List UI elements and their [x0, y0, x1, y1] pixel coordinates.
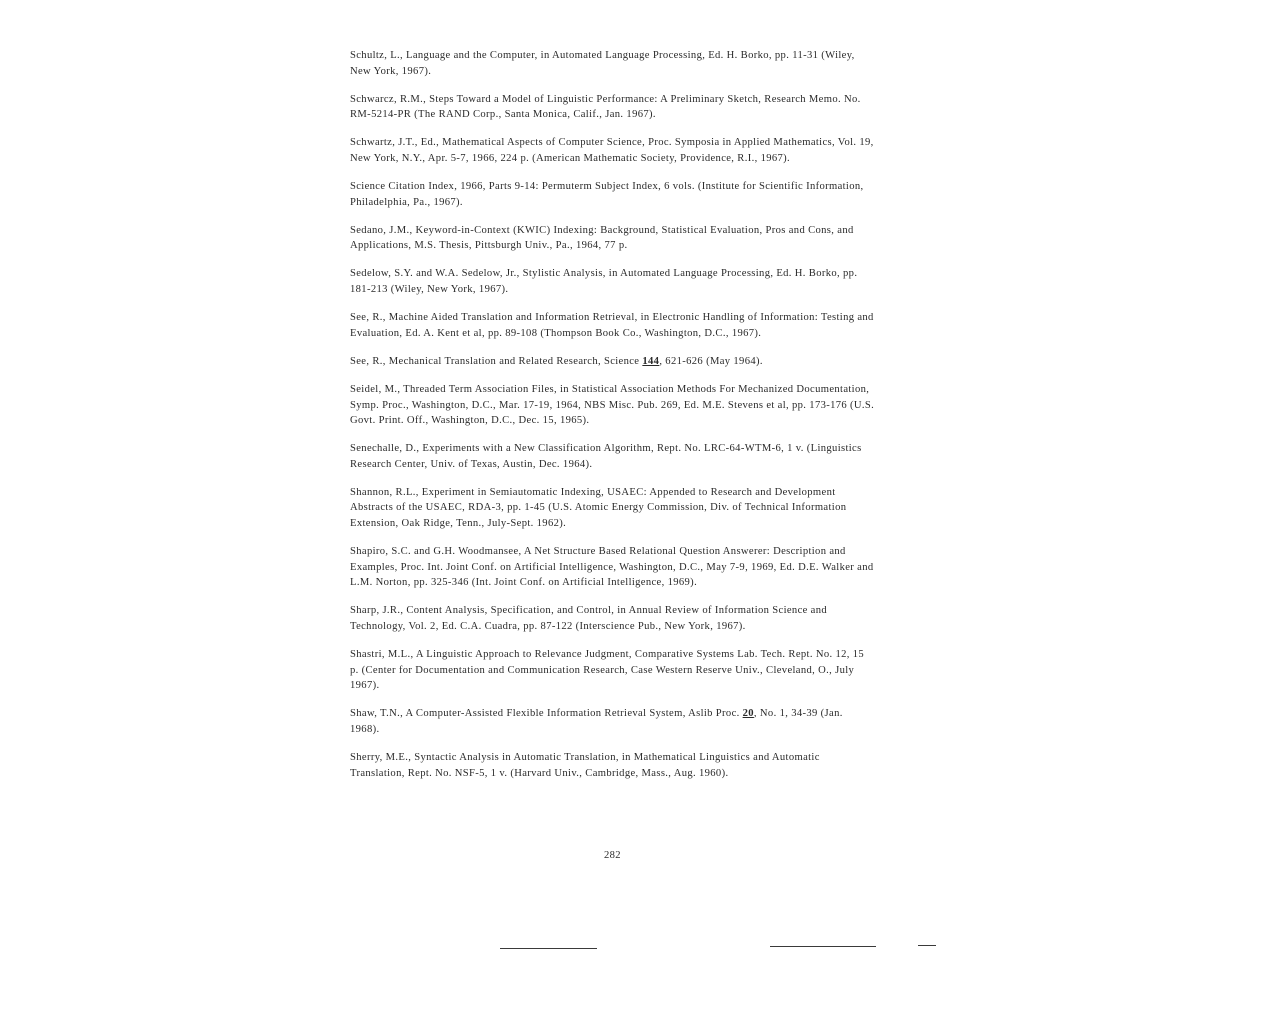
reference-text: Senechalle, D., Experiments with a New Classification Algorithm, Rept. No. LRC-64-WTM-6, 1 v. (Linguistics Research Center, Univ. of Texas, Austin, Dec. 1964). [350, 443, 862, 470]
reference-text: Seidel, M., Threaded Term Association Files, in Statistical Association Methods For Mechanized Documentation, Symp. Proc., Washington, D.C., Mar. 17-19, 1964, NBS Misc. Pub. 269, Ed. M.E. Stevens et al, pp. 173-176 (U.S. Govt. Print. Off., Washington, D.C., Dec. 15, 1965). [350, 383, 875, 427]
reference-entry [350, 135, 875, 166]
reference-entry [350, 382, 875, 429]
scan-rule-divider [500, 948, 597, 949]
reference-entry [350, 750, 875, 781]
reference-entry [350, 544, 875, 591]
reference-text: Shannon, R.L., Experiment in Semiautomatic Indexing, USAEC: Appended to Research and Development Abstracts of the USAEC, RDA-3, pp. 1-45 (U.S. Atomic Energy Commission, Div. of Technical Information Extension, Oak Ridge, Tenn., July-Sept. 1962). [350, 486, 847, 530]
reference-entry [350, 310, 875, 341]
volume-number: 20 [742, 708, 754, 720]
bibliography-list [350, 48, 875, 794]
reference-text: Shapiro, S.C. and G.H. Woodmansee, A Net Structure Based Relational Question Answerer: Description and Examples, Proc. Int. Joint Conf. on Artificial Intelligence, Washington, D.C., May 7-9, 1969, Ed. D.E. Walker and L.M. Norton, pp. 325-346 (Int. Joint Conf. on Artificial Intelligence, 1969). [350, 546, 874, 589]
reference-text: Sherry, M.E., Syntactic Analysis in Automatic Translation, in Mathematical Linguistics and Automatic Translation, Rept. No. NSF-5, 1 v. (Harvard Univ., Cambridge, Mass., Aug. 1960). [350, 752, 820, 779]
reference-text-before: See, R., Mechanical Translation and Related Research, Science [350, 355, 643, 367]
page-number: 282 [604, 850, 621, 861]
scan-rule-divider [918, 945, 936, 946]
reference-text: Shastri, M.L., A Linguistic Approach to Relevance Judgment, Comparative Systems Lab. Tech. Rept. No. 12, 15 p. (Center for Documentation and Communication Research, Case Western Reserve Univ., Cleveland, O., July 1967). [350, 649, 865, 692]
reference-text: Schultz, L., Language and the Computer, in Automated Language Processing, Ed. H. Borko, pp. 11-31 (Wiley, New York, 1967). [350, 50, 855, 77]
reference-entry [350, 48, 875, 79]
reference-entry [350, 223, 875, 254]
reference-entry [350, 92, 875, 123]
scan-rule-divider [770, 946, 876, 947]
reference-text: Schwarcz, R.M., Steps Toward a Model of Linguistic Performance: A Preliminary Sketch, Research Memo. No. RM-5214-PR (The RAND Corp., Santa Monica, Calif., Jan. 1967). [350, 93, 861, 121]
reference-entry [350, 603, 875, 634]
reference-entry [350, 485, 875, 532]
reference-text: See, R., Machine Aided Translation and Information Retrieval, in Electronic Handling of Information: Testing and Evaluation, Ed. A. Kent et al, pp. 89-108 (Thompson Book Co., Washington, D.C., 1967). [350, 312, 874, 339]
reference-entry [350, 441, 875, 472]
reference-text-after: , No. 1, 34-39 (Jan. 1968). [350, 708, 843, 735]
reference-entry [350, 266, 875, 297]
reference-text-before: Shaw, T.N., A Computer-Assisted Flexible Information Retrieval System, Aslib Proc. [350, 708, 743, 720]
volume-number: 144 [642, 355, 660, 367]
reference-entry [350, 354, 875, 370]
reference-text: Schwartz, J.T., Ed., Mathematical Aspects of Computer Science, Proc. Symposia in Applied Mathematics, Vol. 19, New York, N.Y., Apr. 5-7, 1966, 224 p. (American Mathematic Society, Providence, R.I., 1967). [350, 137, 874, 164]
reference-text-after: , 621-626 (May 1964). [659, 355, 763, 367]
reference-text: Sedano, J.M., Keyword-in-Context (KWIC) Indexing: Background, Statistical Evaluation, Pros and Cons, and Applications, M.S. Thesis, Pittsburgh Univ., Pa., 1964, 77 p. [350, 224, 854, 252]
reference-text: Science Citation Index, 1966, Parts 9-14: Permuterm Subject Index, 6 vols. (Institute for Scientific Information, Philadelphia, Pa., 1967). [350, 181, 864, 208]
reference-text: Sharp, J.R., Content Analysis, Specification, and Control, in Annual Review of Information Science and Technology, Vol. 2, Ed. C.A. Cuadra, pp. 87-122 (Interscience Pub., New York, 1967). [350, 605, 828, 633]
reference-text: Sedelow, S.Y. and W.A. Sedelow, Jr., Stylistic Analysis, in Automated Language Processing, Ed. H. Borko, pp. 181-213 (Wiley, New York, 1967). [350, 268, 858, 296]
reference-entry [350, 647, 875, 694]
reference-entry [350, 706, 875, 737]
reference-entry [350, 179, 875, 210]
